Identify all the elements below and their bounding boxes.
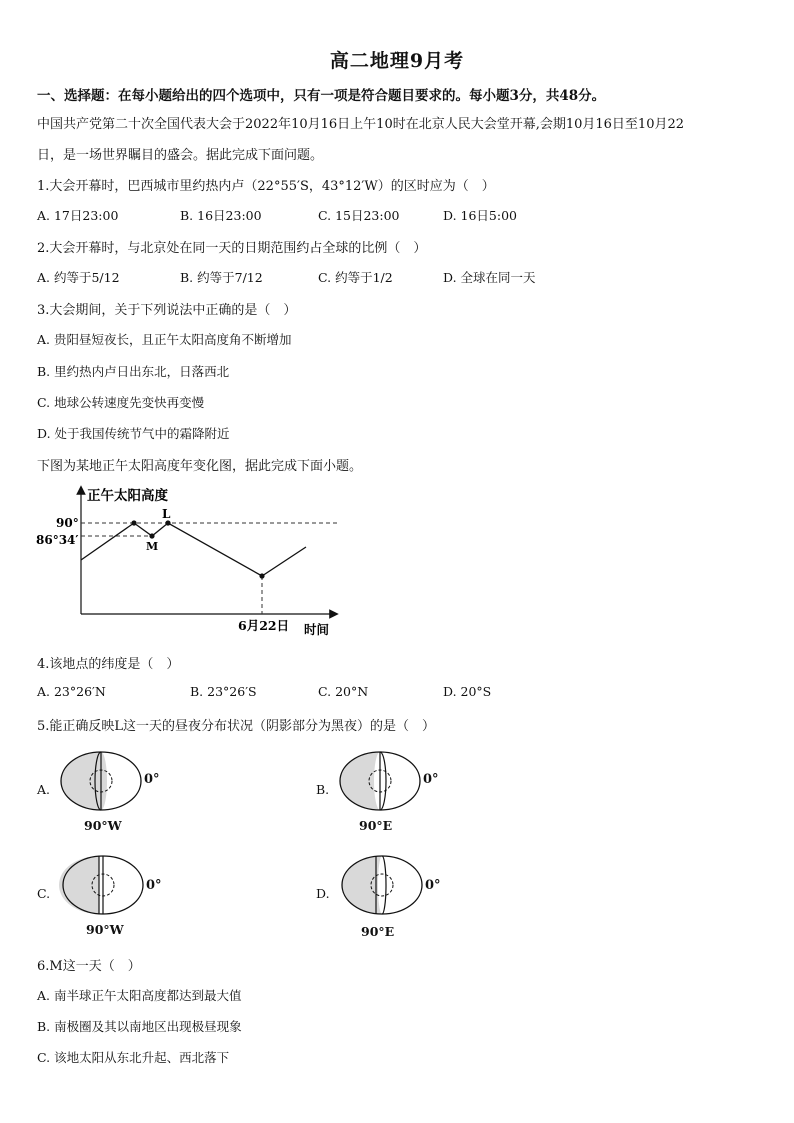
q5-a-letter: A. [37,782,51,797]
altitude-curve [81,523,306,576]
q2-option-b[interactable]: B. 约等于7/12 [180,270,263,285]
q2-option-a[interactable]: A. 约等于5/12 [37,270,120,285]
q5-c-bottom: 90°W [86,922,124,937]
q3-option-b[interactable]: B. 里约热内卢日出东北，日落西北 [37,364,230,379]
q6-option-c[interactable]: C. 该地太阳从东北升起、西北落下 [37,1050,230,1065]
point-m [149,533,154,538]
q6-option-b[interactable]: B. 南极圈及其以南地区出现极昼现象 [37,1019,242,1034]
globe-d [338,852,426,918]
graph-xlabel: 时间 [304,622,330,637]
q5-b-lon: 0° [423,772,439,787]
graph-y86: 86°34′ [36,533,79,547]
globe-a [57,748,145,814]
q5-c-letter: C. [37,886,51,901]
q3-option-c[interactable]: C. 地球公转速度先变快再变慢 [37,395,205,410]
q1-option-c[interactable]: C. 15日23:00 [318,208,400,223]
page-title: 高二地理9月考 [329,50,465,72]
point-l [165,520,170,525]
q5-option-a[interactable] [37,748,177,838]
globe-c [59,852,147,918]
q4-option-b[interactable]: B. 23°26′S [190,684,257,699]
q5-option-b[interactable] [316,748,456,838]
q2-option-c[interactable]: C. 约等于1/2 [318,270,393,285]
intro-text-2: 下图为某地正午太阳高度年变化图，据此完成下面小题。 [37,459,363,474]
section-heading: 一、选择题：在每小题给出的四个选项中，只有一项是符合题目要求的。每小题3分，共48分。 [37,88,606,104]
graph-ylabel: 正午太阳高度 [87,488,168,504]
q1-stem: 1.大会开幕时，巴西城市里约热内卢（22°55′S，43°12′W）的区时应为（ ） [37,179,495,194]
q4-option-c[interactable]: C. 20°N [318,684,369,699]
q5-d-bottom: 90°E [361,924,395,939]
q5-c-lon: 0° [146,878,162,893]
intro-text-1: 中国共产党第二十次全国代表大会于2022年10月16日上午10时在北京人民大会堂开幕,会期10月16日至10月22 [37,117,685,132]
q5-b-letter: B. [316,782,330,797]
q1-option-d[interactable]: D. 16日5:00 [443,208,517,223]
q5-a-lon: 0° [144,772,160,787]
q5-option-d[interactable] [316,852,456,942]
q3-stem: 3.大会期间，关于下列说法中正确的是（ ） [37,303,297,318]
q3-option-d[interactable]: D. 处于我国传统节气中的霜降附近 [37,426,230,441]
q2-option-d[interactable]: D. 全球在同一天 [443,270,536,285]
q5-stem: 5.能正确反映L这一天的昼夜分布状况（阴影部分为黑夜）的是（ ） [37,719,436,734]
q4-stem: 4.该地点的纬度是（ ） [37,657,180,672]
q5-d-letter: D. [316,886,330,901]
graph-label-l: L [162,507,171,521]
q6-stem: 6.M这一天（ ） [37,959,141,974]
q3-option-a[interactable]: A. 贵阳昼短夜长，且正午太阳高度角不断增加 [37,332,292,347]
q4-option-a[interactable]: A. 23°26′N [37,684,106,699]
intro-text-1b: 日，是一场世界瞩目的盛会。据此完成下面问题。 [37,148,324,163]
q4-option-d[interactable]: D. 20°S [443,684,492,699]
point-min [259,573,264,578]
q2-stem: 2.大会开幕时，与北京处在同一天的日期范围约占全球的比例（ ） [37,241,427,256]
q5-option-c[interactable] [37,852,177,942]
solar-altitude-graph [30,484,350,644]
q5-b-bottom: 90°E [359,818,393,833]
q6-option-a[interactable]: A. 南半球正午太阳高度都达到最大值 [37,988,242,1003]
q5-a-bottom: 90°W [84,818,122,833]
point-peak-1 [131,520,136,525]
graph-y90: 90° [56,516,79,530]
graph-label-m: M [146,540,159,553]
globe-b [336,748,424,814]
q5-d-lon: 0° [425,878,441,893]
q1-option-b[interactable]: B. 16日23:00 [180,208,262,223]
graph-xdate: 6月22日 [238,618,290,633]
q1-option-a[interactable]: A. 17日23:00 [37,208,119,223]
